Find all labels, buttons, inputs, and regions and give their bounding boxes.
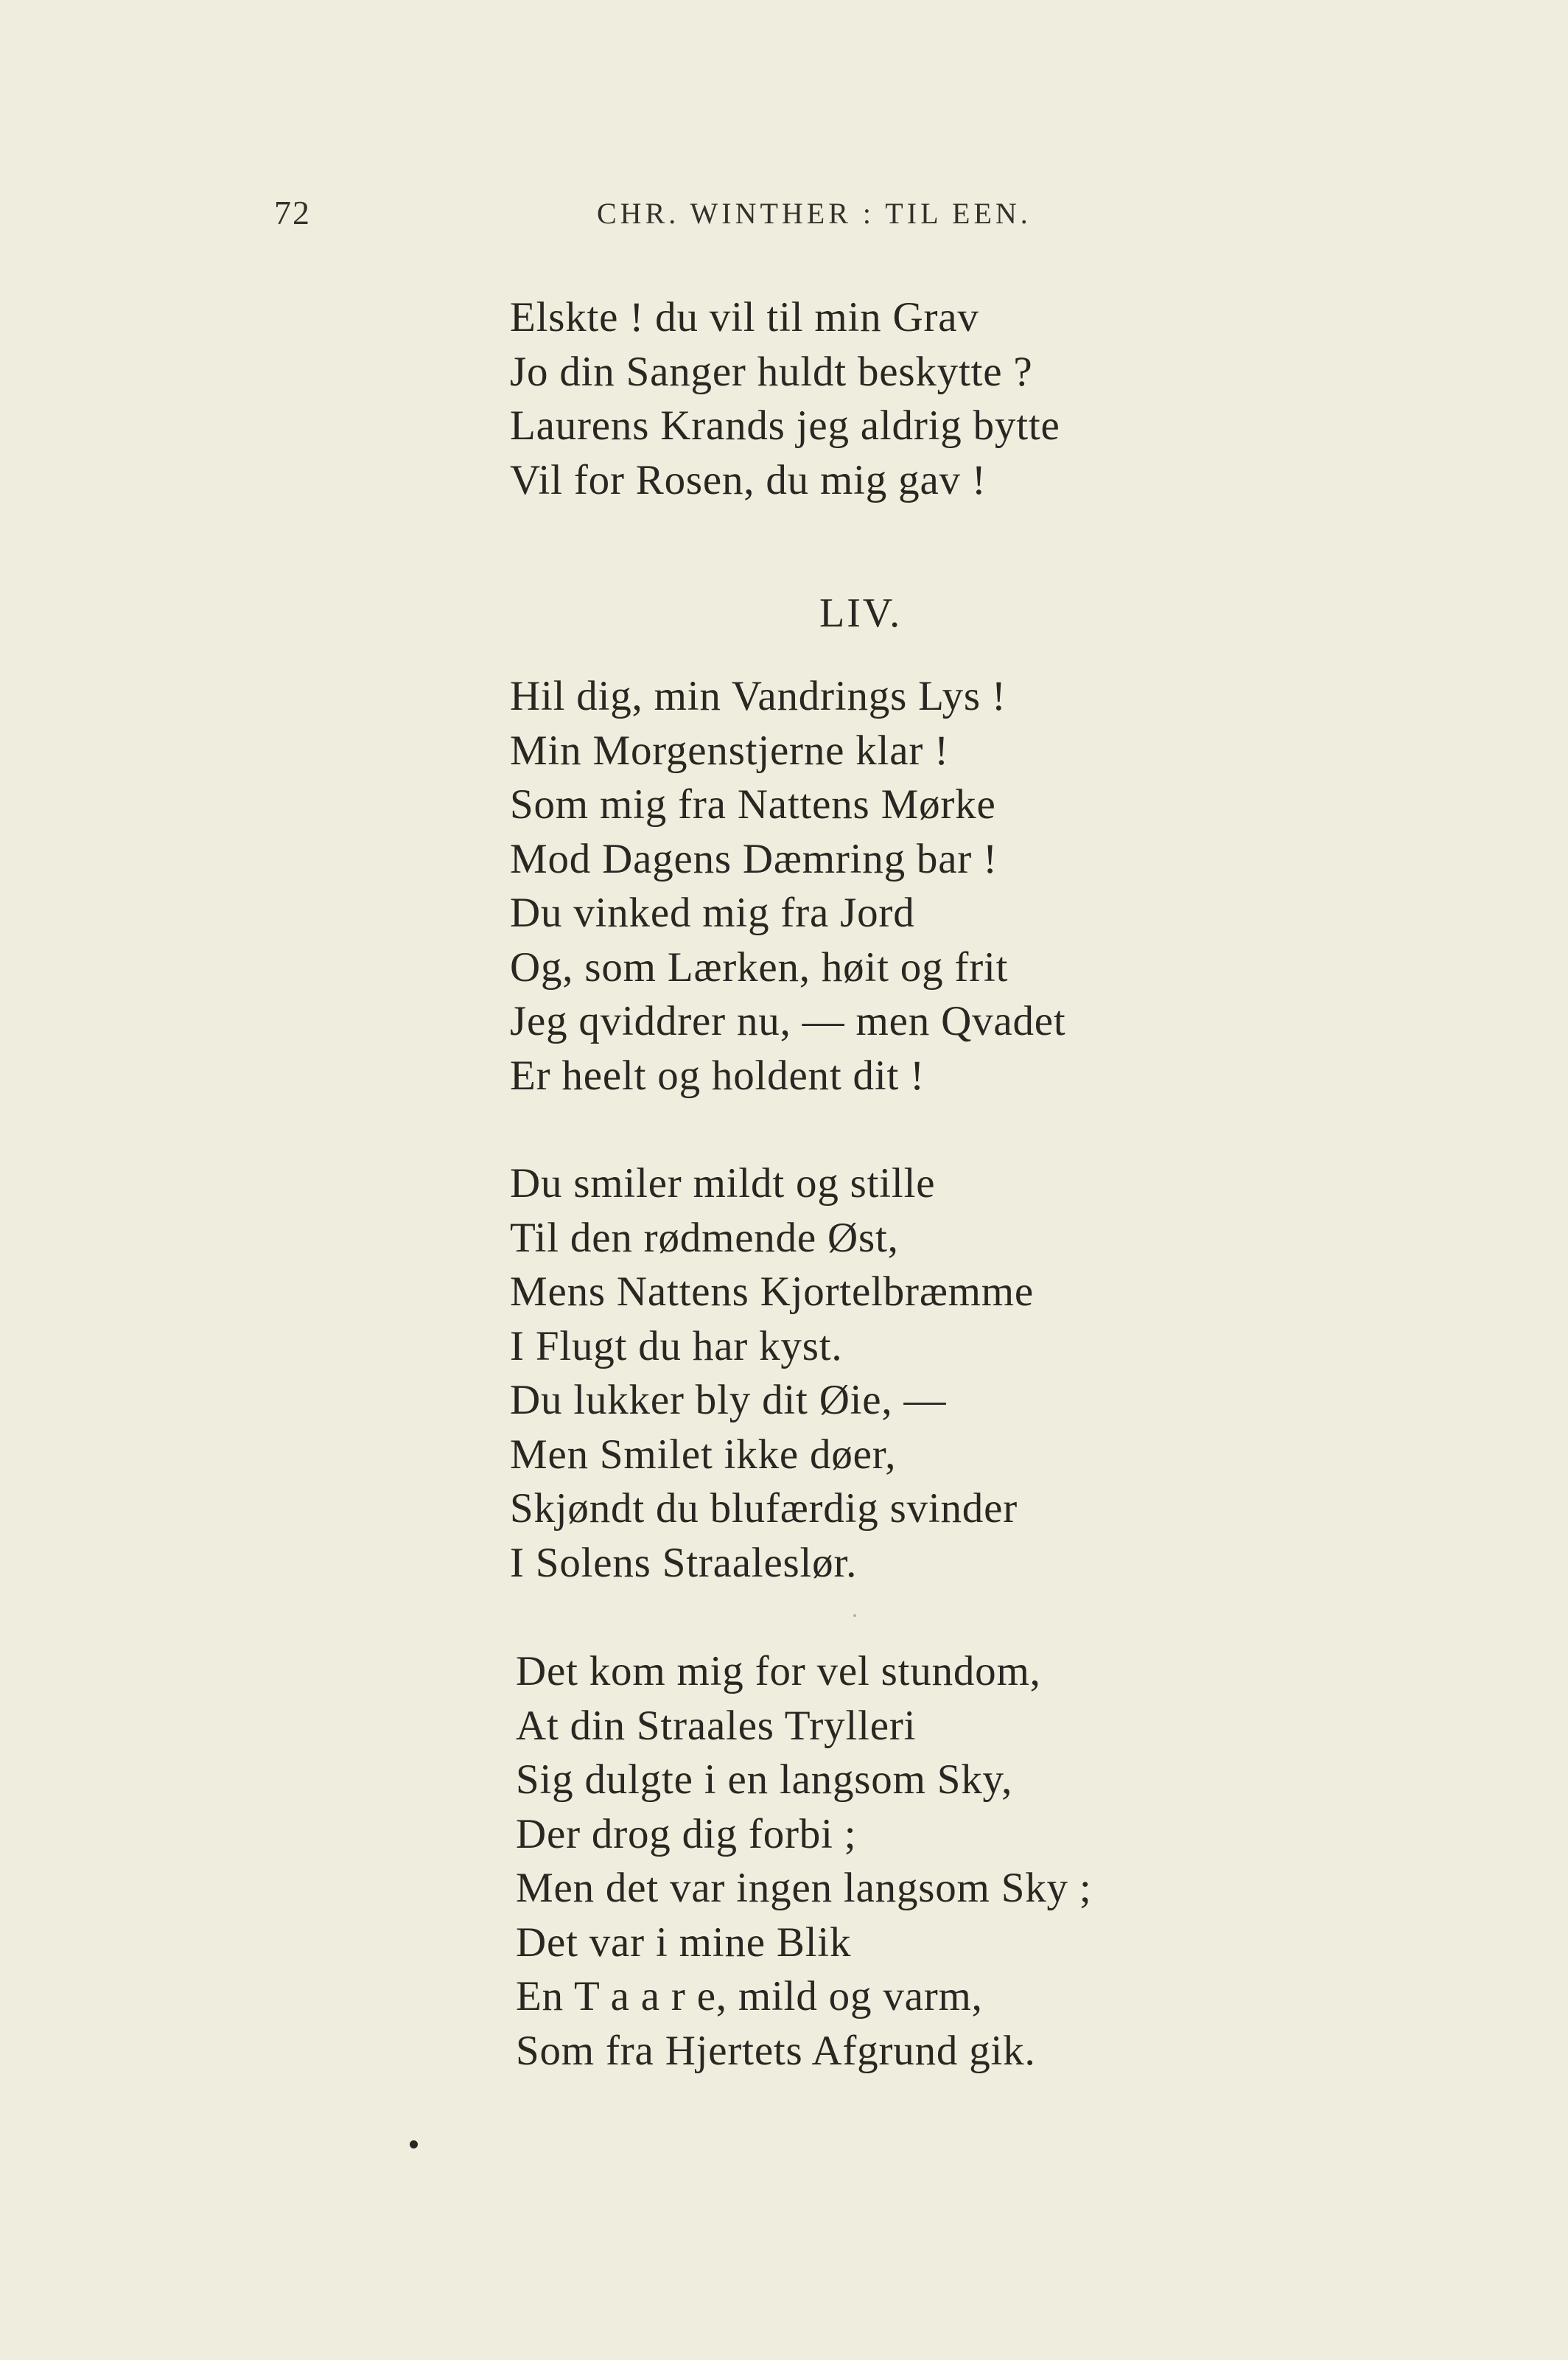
verse-line: Men Smilet ikke døer, xyxy=(510,1431,897,1478)
verse-line: Og, som Lærken, høit og frit xyxy=(510,943,1009,991)
verse-line: Elskte ! du vil til min Grav xyxy=(510,294,979,341)
verse-line: Men det var ingen langsom Sky ; xyxy=(516,1865,1092,1911)
page-number: 72 xyxy=(274,194,311,231)
stanza-opening xyxy=(510,290,1060,507)
verse-line: Til den rødmende Øst, xyxy=(510,1214,899,1261)
verse-line: Er heelt og holdent dit ! xyxy=(510,1052,925,1099)
verse-line: Jeg qviddrer nu, — men Qvadet xyxy=(510,998,1066,1044)
ink-dot xyxy=(410,2140,418,2148)
verse-line: Hil dig, min Vandrings Lys ! xyxy=(510,673,1007,719)
verse-line: Laurens Krands jeg aldrig bytte xyxy=(510,402,1060,449)
verse-line: Som mig fra Nattens Mørke xyxy=(510,781,996,828)
stanza-1 xyxy=(510,669,1066,1103)
section-heading: LIV. xyxy=(819,590,903,636)
verse-line: Jo din Sanger huldt beskytte ? xyxy=(510,348,1033,395)
verse-line: I Flugt du har kyst. xyxy=(510,1322,843,1369)
verse-line: Det kom mig for vel stundom, xyxy=(516,1648,1041,1694)
verse-line: Min Morgenstjerne klar ! xyxy=(510,727,949,774)
verse-line: I Solens Straaleslør. xyxy=(510,1539,858,1586)
verse-line: Der drog dig forbi ; xyxy=(516,1810,857,1857)
verse-line: Du smiler mildt og stille xyxy=(510,1160,936,1207)
verse-line: Skjøndt du blufærdig svinder xyxy=(510,1485,1018,1532)
verse-line: Som fra Hjertets Afgrund gik. xyxy=(516,2027,1036,2074)
verse-line: Sig dulgte i en langsom Sky, xyxy=(516,1756,1013,1803)
verse-line: Mod Dagens Dæmring bar ! xyxy=(510,835,998,882)
verse-line: Det var i mine Blik xyxy=(516,1919,852,1966)
running-head: CHR. WINTHER : TIL EEN. xyxy=(597,197,1032,230)
stanza-3 xyxy=(516,1644,1092,2078)
paper-speck xyxy=(853,1614,856,1617)
verse-line: Mens Nattens Kjortelbræmme xyxy=(510,1268,1035,1315)
verse-line: Du vinked mig fra Jord xyxy=(510,890,915,936)
verse-line: Du lukker bly dit Øie, — xyxy=(510,1377,947,1423)
verse-line: At din Straales Trylleri xyxy=(516,1702,917,1749)
stanza-2 xyxy=(510,1156,1034,1590)
verse-line: Vil for Rosen, du mig gav ! xyxy=(510,456,987,503)
verse-line: En T a a r e, mild og varm, xyxy=(516,1973,983,2019)
